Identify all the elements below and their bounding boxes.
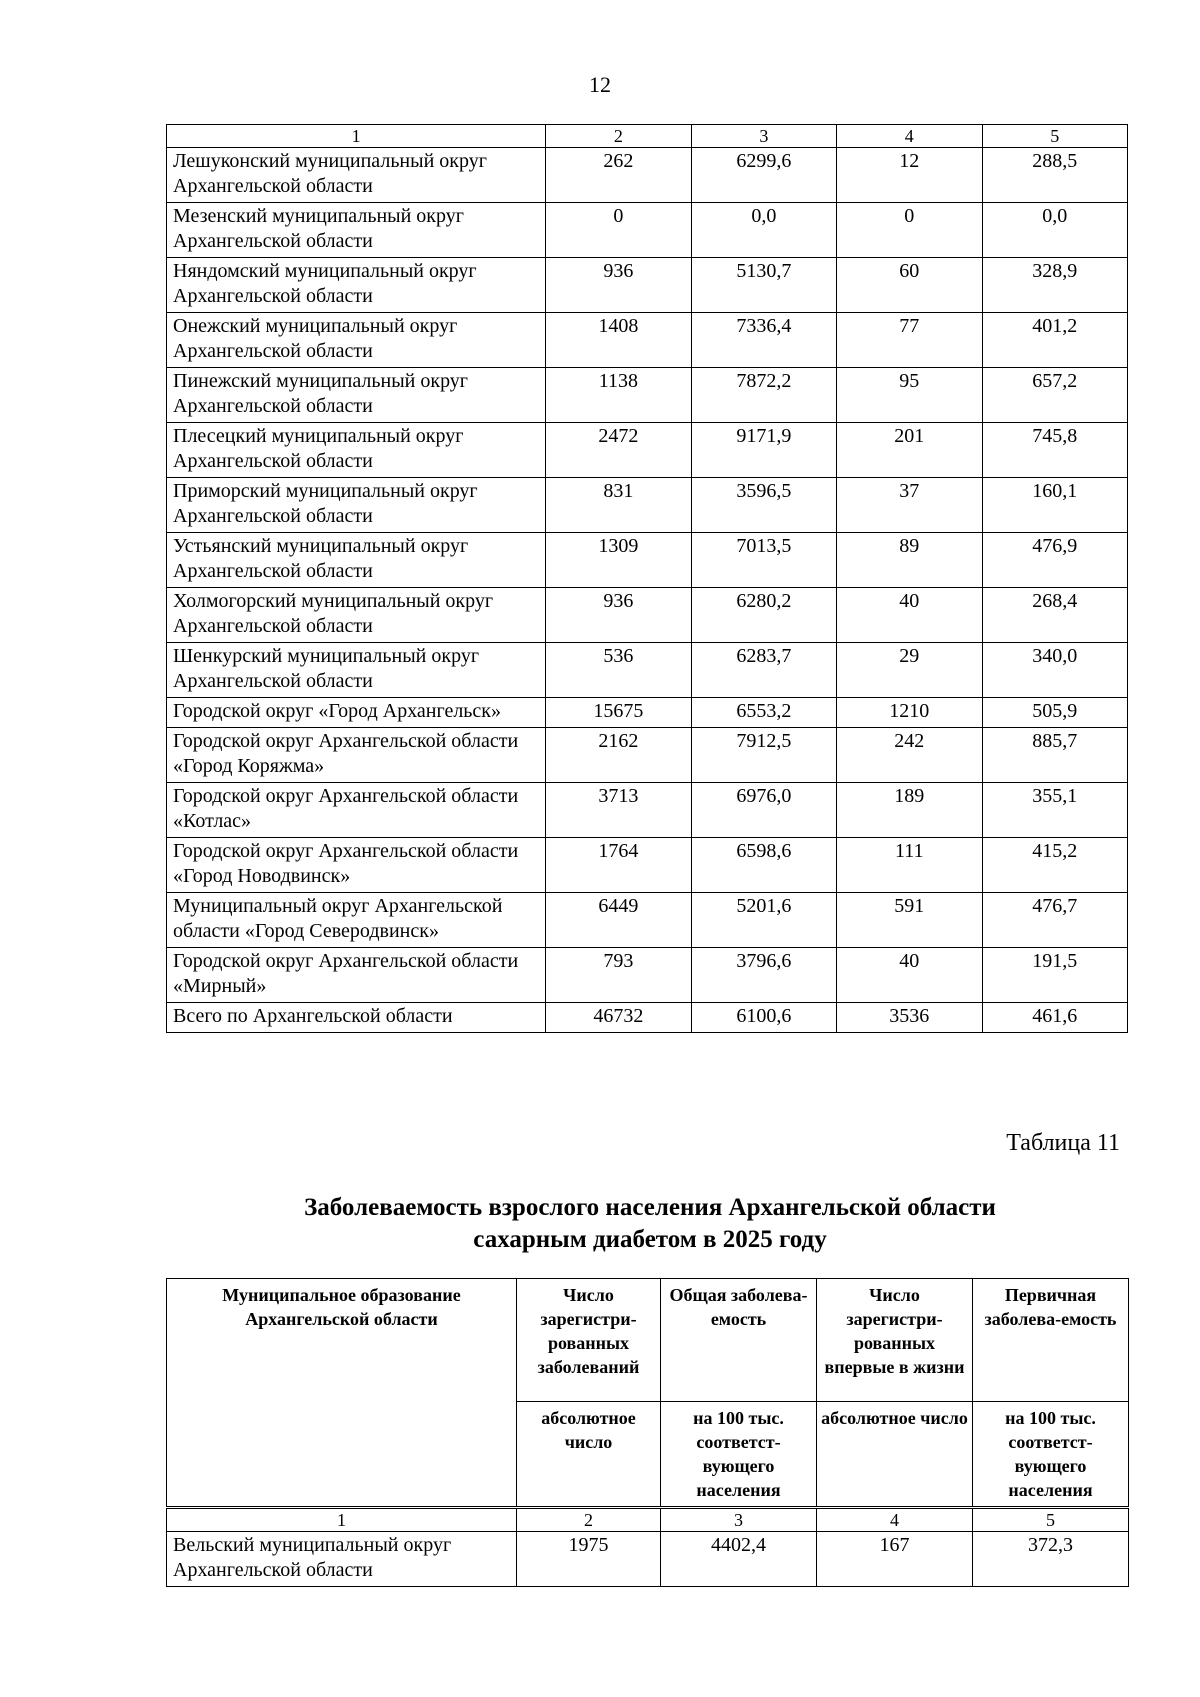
- value-cell: 3596,5: [691, 478, 836, 533]
- value-cell: 476,9: [982, 533, 1127, 588]
- municipality-cell: Городской округ «Город Архангельск»: [167, 698, 546, 728]
- municipality-cell: Мезенский муниципальный округ Архангельской области: [167, 203, 546, 258]
- table-row: [167, 203, 1128, 258]
- table-row: [167, 533, 1128, 588]
- value-cell: 9171,9: [691, 423, 836, 478]
- value-cell: 936: [546, 258, 691, 313]
- value-cell: 461,6: [982, 1003, 1127, 1033]
- value-cell: 0,0: [691, 203, 836, 258]
- header-per-1: на 100 тыс. соответст-вующего населения: [661, 1402, 817, 1508]
- value-cell: 12: [837, 148, 982, 203]
- value-cell: 60: [837, 258, 982, 313]
- value-cell: 1309: [546, 533, 691, 588]
- table-row: [167, 728, 1128, 783]
- value-cell: 242: [837, 728, 982, 783]
- municipality-cell: Шенкурский муниципальный округ Архангельской области: [167, 643, 546, 698]
- table-row: [167, 783, 1128, 838]
- value-cell: 657,2: [982, 368, 1127, 423]
- value-cell: 415,2: [982, 838, 1127, 893]
- value-cell: 0,0: [982, 203, 1127, 258]
- column-number: 4: [817, 1508, 973, 1532]
- header-first-time: Число зарегистри-рованных впервые в жизни: [817, 1279, 973, 1402]
- municipality-cell: Вельский муниципальный округ Архангельской области: [167, 1532, 517, 1587]
- municipality-cell: Муниципальный округ Архангельской области «Город Северодвинск»: [167, 893, 546, 948]
- table-row: [167, 588, 1128, 643]
- value-cell: 3713: [546, 783, 691, 838]
- value-cell: 6283,7: [691, 643, 836, 698]
- value-cell: 6299,6: [691, 148, 836, 203]
- table-row: [167, 148, 1128, 203]
- header-general: Общая заболева-емость: [661, 1279, 817, 1402]
- table-row: [167, 478, 1128, 533]
- value-cell: 268,4: [982, 588, 1127, 643]
- column-number: 5: [982, 125, 1127, 148]
- header-abs-1: абсолютное число: [517, 1402, 661, 1508]
- value-cell: 745,8: [982, 423, 1127, 478]
- column-number: 1: [167, 1508, 517, 1532]
- value-cell: 40: [837, 948, 982, 1003]
- value-cell: 37: [837, 478, 982, 533]
- value-cell: 46732: [546, 1003, 691, 1033]
- value-cell: 167: [817, 1532, 973, 1587]
- table-row: [167, 698, 1128, 728]
- municipality-cell: Пинежский муниципальный округ Архангельской области: [167, 368, 546, 423]
- table-continued: [166, 124, 1128, 1033]
- column-number: 2: [546, 125, 691, 148]
- header-registered: Число зарегистри-рованных заболеваний: [517, 1279, 661, 1402]
- value-cell: 401,2: [982, 313, 1127, 368]
- column-number: 3: [691, 125, 836, 148]
- value-cell: 2162: [546, 728, 691, 783]
- value-cell: 355,1: [982, 783, 1127, 838]
- value-cell: 1138: [546, 368, 691, 423]
- column-number: 1: [167, 125, 546, 148]
- table-title-line: сахарным диабетом в 2025 году: [473, 1226, 827, 1253]
- value-cell: 885,7: [982, 728, 1127, 783]
- value-cell: 7872,2: [691, 368, 836, 423]
- value-cell: 6553,2: [691, 698, 836, 728]
- value-cell: 0: [837, 203, 982, 258]
- table-row: [167, 893, 1128, 948]
- column-number: 4: [837, 125, 982, 148]
- value-cell: 40: [837, 588, 982, 643]
- municipality-cell: Лешуконский муниципальный округ Архангельской области: [167, 148, 546, 203]
- value-cell: 0: [546, 203, 691, 258]
- value-cell: 936: [546, 588, 691, 643]
- value-cell: 1210: [837, 698, 982, 728]
- value-cell: 160,1: [982, 478, 1127, 533]
- value-cell: 1975: [517, 1532, 661, 1587]
- table-row: [167, 258, 1128, 313]
- column-number-row: [167, 125, 1128, 148]
- value-cell: 5130,7: [691, 258, 836, 313]
- table-row: [167, 423, 1128, 478]
- value-cell: 77: [837, 313, 982, 368]
- value-cell: 7912,5: [691, 728, 836, 783]
- municipality-cell: Холмогорский муниципальный округ Архангельской области: [167, 588, 546, 643]
- value-cell: 591: [837, 893, 982, 948]
- value-cell: 6449: [546, 893, 691, 948]
- value-cell: 1764: [546, 838, 691, 893]
- value-cell: 7336,4: [691, 313, 836, 368]
- table-label: Таблица 11: [1006, 1130, 1120, 1156]
- municipality-cell: Всего по Архангельской области: [167, 1003, 546, 1033]
- table-row: [167, 643, 1128, 698]
- table-11: [166, 1278, 1129, 1587]
- column-number: 3: [661, 1508, 817, 1532]
- value-cell: 476,7: [982, 893, 1127, 948]
- value-cell: 5201,6: [691, 893, 836, 948]
- value-cell: 7013,5: [691, 533, 836, 588]
- value-cell: 372,3: [973, 1532, 1129, 1587]
- municipality-cell: Приморский муниципальный округ Архангельской области: [167, 478, 546, 533]
- value-cell: 262: [546, 148, 691, 203]
- municipality-cell: Городской округ Архангельской области «Город Коряжма»: [167, 728, 546, 783]
- table-row: [167, 838, 1128, 893]
- table-row: [167, 1532, 1129, 1587]
- value-cell: 89: [837, 533, 982, 588]
- value-cell: 3536: [837, 1003, 982, 1033]
- table-row: [167, 948, 1128, 1003]
- municipality-cell: Плесецкий муниципальный округ Архангельской области: [167, 423, 546, 478]
- table-title-line: Заболеваемость взрослого населения Архангельской области: [304, 1194, 996, 1221]
- municipality-cell: Няндомский муниципальный округ Архангельской области: [167, 258, 546, 313]
- municipality-cell: Городской округ Архангельской области «Город Новодвинск»: [167, 838, 546, 893]
- value-cell: 29: [837, 643, 982, 698]
- value-cell: 288,5: [982, 148, 1127, 203]
- municipality-cell: Городской округ Архангельской области «Мирный»: [167, 948, 546, 1003]
- value-cell: 189: [837, 783, 982, 838]
- value-cell: 15675: [546, 698, 691, 728]
- value-cell: 6598,6: [691, 838, 836, 893]
- value-cell: 6976,0: [691, 783, 836, 838]
- value-cell: 340,0: [982, 643, 1127, 698]
- value-cell: 536: [546, 643, 691, 698]
- header-abs-2: абсолютное число: [817, 1402, 973, 1508]
- column-number: 2: [517, 1508, 661, 1532]
- value-cell: 831: [546, 478, 691, 533]
- value-cell: 328,9: [982, 258, 1127, 313]
- table-row: [167, 1003, 1128, 1033]
- value-cell: 3796,6: [691, 948, 836, 1003]
- table-row: [167, 313, 1128, 368]
- value-cell: 4402,4: [661, 1532, 817, 1587]
- value-cell: 201: [837, 423, 982, 478]
- municipality-cell: Устьянский муниципальный округ Архангельской области: [167, 533, 546, 588]
- value-cell: 1408: [546, 313, 691, 368]
- value-cell: 95: [837, 368, 982, 423]
- table-row: [167, 368, 1128, 423]
- value-cell: 191,5: [982, 948, 1127, 1003]
- header-municipality: Муниципальное образование Архангельской области: [167, 1279, 517, 1508]
- municipality-cell: Городской округ Архангельской области «Котлас»: [167, 783, 546, 838]
- column-number: 5: [973, 1508, 1129, 1532]
- value-cell: 6100,6: [691, 1003, 836, 1033]
- value-cell: 2472: [546, 423, 691, 478]
- value-cell: 505,9: [982, 698, 1127, 728]
- value-cell: 6280,2: [691, 588, 836, 643]
- header-primary: Первичная заболева-емость: [973, 1279, 1129, 1402]
- value-cell: 111: [837, 838, 982, 893]
- header-per-2: на 100 тыс. соответст-вующего населения: [973, 1402, 1129, 1508]
- page-number: 12: [589, 72, 611, 97]
- municipality-cell: Онежский муниципальный округ Архангельской области: [167, 313, 546, 368]
- value-cell: 793: [546, 948, 691, 1003]
- column-number-row: [167, 1508, 1129, 1532]
- table-title: [0, 1192, 1200, 1256]
